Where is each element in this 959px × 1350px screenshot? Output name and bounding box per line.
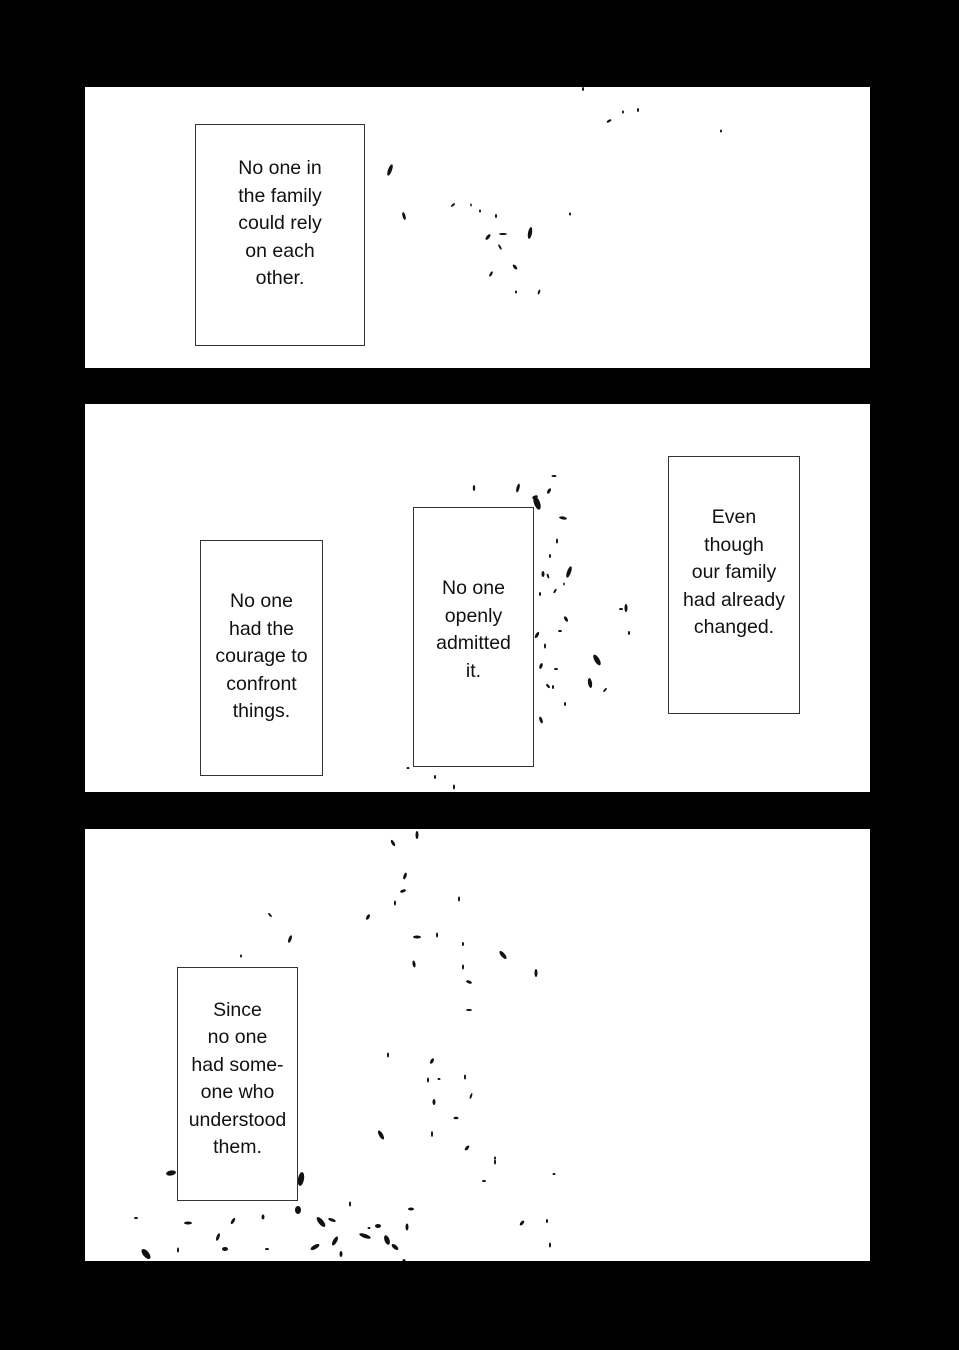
narration-box xyxy=(413,507,534,767)
manga-panel-1 xyxy=(85,87,870,368)
manga-panel-3 xyxy=(85,829,870,1261)
falling-petal-icon xyxy=(386,87,722,295)
narration-text: Even though our family had already changed. xyxy=(683,506,785,639)
narration-text: No one had the courage to confront things. xyxy=(215,590,308,723)
narration-box xyxy=(668,456,800,714)
narration-box xyxy=(200,540,323,776)
narration-text: No one openly admitted it. xyxy=(436,577,511,682)
manga-panel-2 xyxy=(85,404,870,792)
narration-text: No one in the family could rely on each other. xyxy=(238,157,322,290)
narration-box xyxy=(195,124,365,346)
narration-text: Since no one had some- one who understood them. xyxy=(188,998,287,1158)
narration-box xyxy=(177,967,298,1201)
